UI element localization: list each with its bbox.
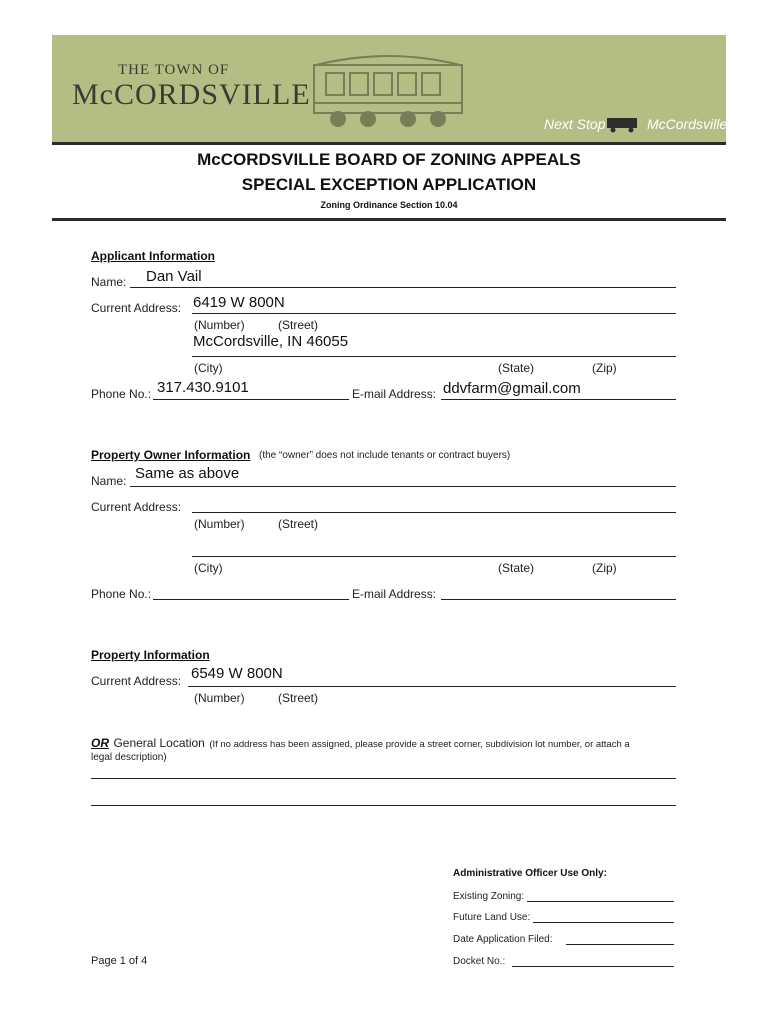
general-location-line-1[interactable] — [91, 778, 676, 779]
general-location-note: (If no address has been assigned, please provide a street corner, subdivision lot number, or attach a — [209, 739, 630, 750]
applicant-name-field[interactable]: Dan Vail — [146, 268, 202, 285]
town-banner — [52, 35, 726, 142]
applicant-number-label: (Number) — [194, 318, 245, 332]
applicant-phone-label: Phone No.: — [91, 387, 152, 401]
owner-street-label: (Street) — [278, 517, 319, 531]
property-address-label: Current Address: — [91, 674, 182, 688]
train-icon — [605, 115, 641, 133]
existing-zoning-label: Existing Zoning: — [453, 891, 525, 902]
town-name-small: THE TOWN OF — [118, 62, 230, 78]
applicant-city-line — [192, 356, 676, 357]
existing-zoning-line[interactable] — [527, 901, 674, 902]
owner-number-label: (Number) — [194, 517, 245, 531]
owner-address-label: Current Address: — [91, 500, 182, 514]
property-heading: Property Information — [91, 648, 210, 662]
general-location-row — [91, 734, 691, 752]
applicant-phone-field[interactable]: 317.430.9101 — [157, 379, 249, 396]
applicant-address-field[interactable]: 6419 W 800N — [193, 294, 285, 311]
owner-zip-label: (Zip) — [592, 561, 617, 575]
applicant-state-label: (State) — [498, 361, 535, 375]
property-number-label: (Number) — [194, 691, 245, 705]
admin-heading: Administrative Officer Use Only: — [453, 868, 607, 879]
applicant-city-field[interactable]: McCordsville, IN 46055 — [193, 333, 349, 350]
owner-city-line[interactable] — [192, 556, 676, 557]
owner-email-label: E-mail Address: — [352, 587, 437, 601]
owner-phone-line[interactable] — [153, 599, 349, 600]
property-address-field[interactable]: 6549 W 800N — [191, 665, 283, 682]
owner-note: (the “owner” does not include tenants or contract buyers) — [259, 450, 511, 461]
property-street-label: (Street) — [278, 691, 319, 705]
owner-name-field[interactable]: Same as above — [135, 465, 240, 482]
general-location-line-2[interactable] — [91, 805, 676, 806]
future-land-use-line[interactable] — [533, 922, 674, 923]
owner-state-label: (State) — [498, 561, 535, 575]
applicant-email-line — [441, 399, 676, 400]
general-location-label: General Location — [113, 736, 205, 750]
applicant-address-label: Current Address: — [91, 301, 182, 315]
date-filed-line[interactable] — [566, 944, 674, 945]
applicant-name-line — [130, 287, 676, 288]
owner-heading: Property Owner Information — [91, 448, 251, 462]
or-label: OR — [91, 736, 109, 750]
owner-email-line[interactable] — [441, 599, 676, 600]
applicant-name-label: Name: — [91, 275, 127, 289]
date-filed-label: Date Application Filed: — [453, 934, 553, 945]
page-number: Page 1 of 4 — [91, 955, 148, 967]
owner-name-label: Name: — [91, 474, 127, 488]
applicant-heading: Applicant Information — [91, 249, 215, 263]
banner-divider — [52, 142, 726, 145]
owner-name-line — [130, 486, 676, 487]
applicant-phone-line — [153, 399, 349, 400]
title-divider — [52, 218, 726, 221]
owner-address-line[interactable] — [192, 512, 676, 513]
applicant-address-line — [192, 313, 676, 314]
applicant-email-label: E-mail Address: — [352, 387, 437, 401]
applicant-zip-label: (Zip) — [592, 361, 617, 375]
form-title-line2: SPECIAL EXCEPTION APPLICATION — [241, 175, 537, 194]
owner-phone-label: Phone No.: — [91, 587, 152, 601]
docket-no-line[interactable] — [512, 966, 674, 967]
slogan-mccordsville: McCordsville — [647, 116, 728, 132]
docket-no-label: Docket No.: — [453, 956, 506, 967]
applicant-email-field[interactable]: ddvfarm@gmail.com — [443, 380, 581, 397]
town-name-big: McCORDSVILLE — [72, 78, 311, 111]
applicant-city-label: (City) — [194, 361, 223, 375]
applicant-street-label: (Street) — [278, 318, 319, 332]
form-title-line1: McCORDSVILLE BOARD OF ZONING APPEALS — [197, 150, 581, 169]
trolley-logo-icon — [308, 43, 468, 131]
property-address-line — [188, 686, 676, 687]
form-subtitle: Zoning Ordinance Section 10.04 — [320, 200, 458, 210]
general-location-note-2: legal description) — [91, 752, 167, 763]
future-land-use-label: Future Land Use: — [453, 912, 531, 923]
owner-city-label: (City) — [194, 561, 223, 575]
slogan-next-stop: Next Stop — [544, 116, 606, 132]
